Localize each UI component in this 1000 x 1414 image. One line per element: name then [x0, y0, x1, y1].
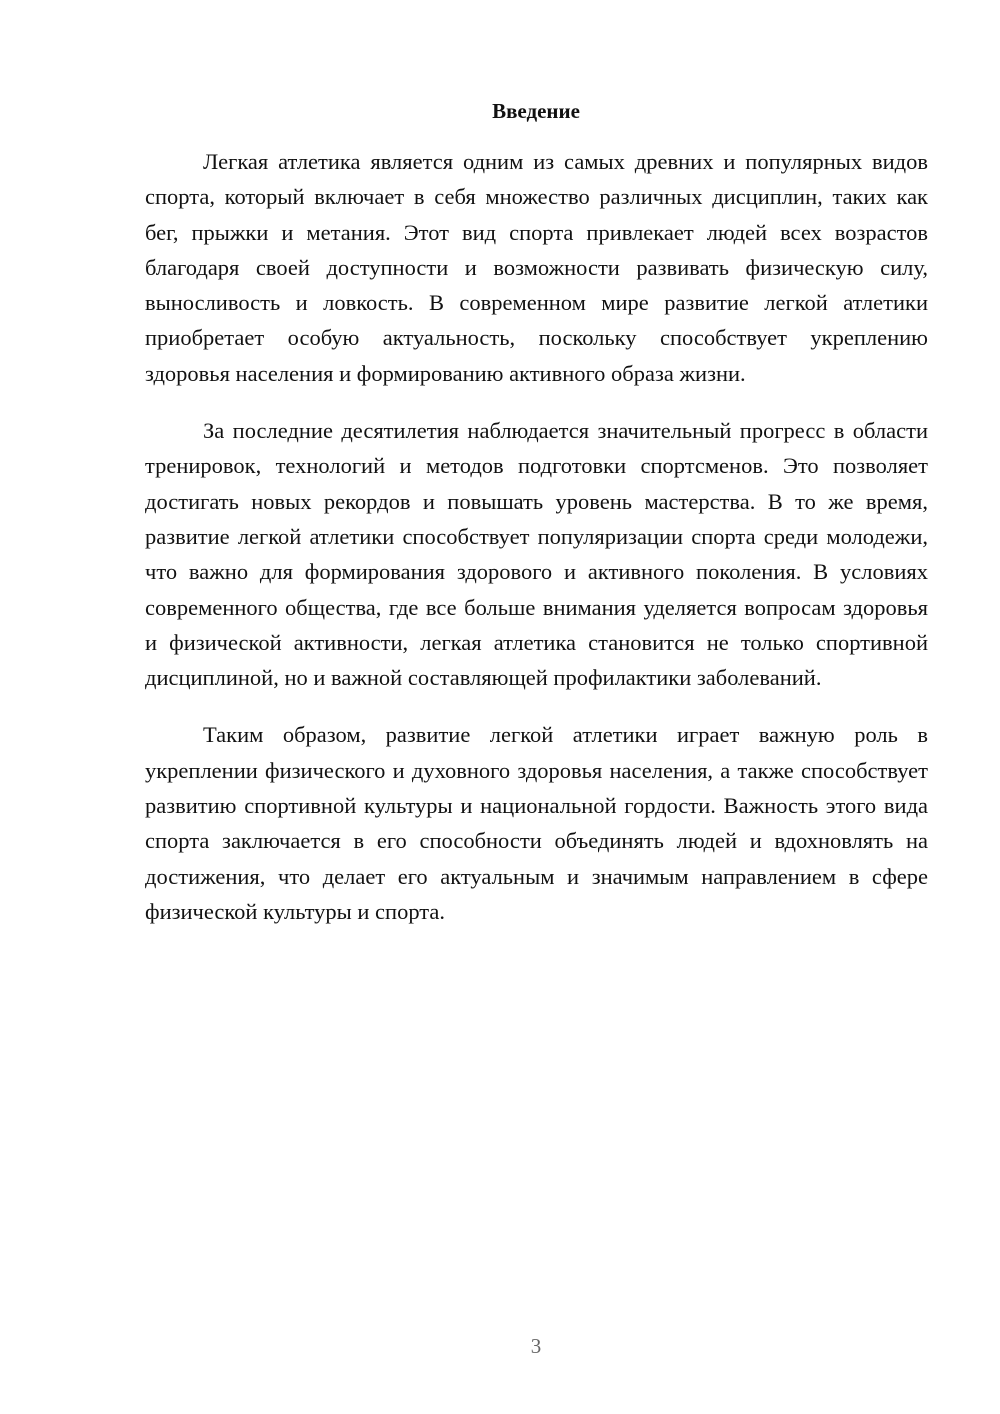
body-text	[145, 144, 928, 951]
paragraph-2: За последние десятилетия наблюдается значительный прогресс в области тренировок, технологий и методов подготовки спортсменов. Это позволяет достигать новых рекордов и повышать уровень мастерства. В то же время, развитие легкой атлетики способствует популяризации спорта среди молодежи, что важно для формирования здорового и активного поколения. В условиях современного общества, где все больше внимания уделяется вопросам здоровья и физической активности, легкая атлетика становится не только спортивной дисциплиной, но и важной составляющей профилактики заболеваний.	[145, 418, 928, 691]
paragraph-1: Легкая атлетика является одним из самых древних и популярных видов спорта, который включает в себя множество различных дисциплин, таких как бег, прыжки и метания. Этот вид спорта привлекает людей всех возрастов благодаря своей доступности и возможности развивать физическую силу, выносливость и ловкость. В современном мире развитие легкой атлетики приобретает особую актуальность, поскольку способствует укреплению здоровья населения и формированию активного образа жизни.	[145, 149, 928, 386]
page-number: 3	[530, 1334, 542, 1358]
section-heading: Введение	[492, 99, 580, 123]
paragraph-3: Таким образом, развитие легкой атлетики играет важную роль в укреплении физического и духовного здоровья населения, а также способствует развитию спортивной культуры и национальной гордости. Важность этого вида спорта заключается в его способности объединять людей и вдохновлять на достижения, что делает его актуальным и значимым направлением в сфере физической культуры и спорта.	[145, 722, 928, 924]
